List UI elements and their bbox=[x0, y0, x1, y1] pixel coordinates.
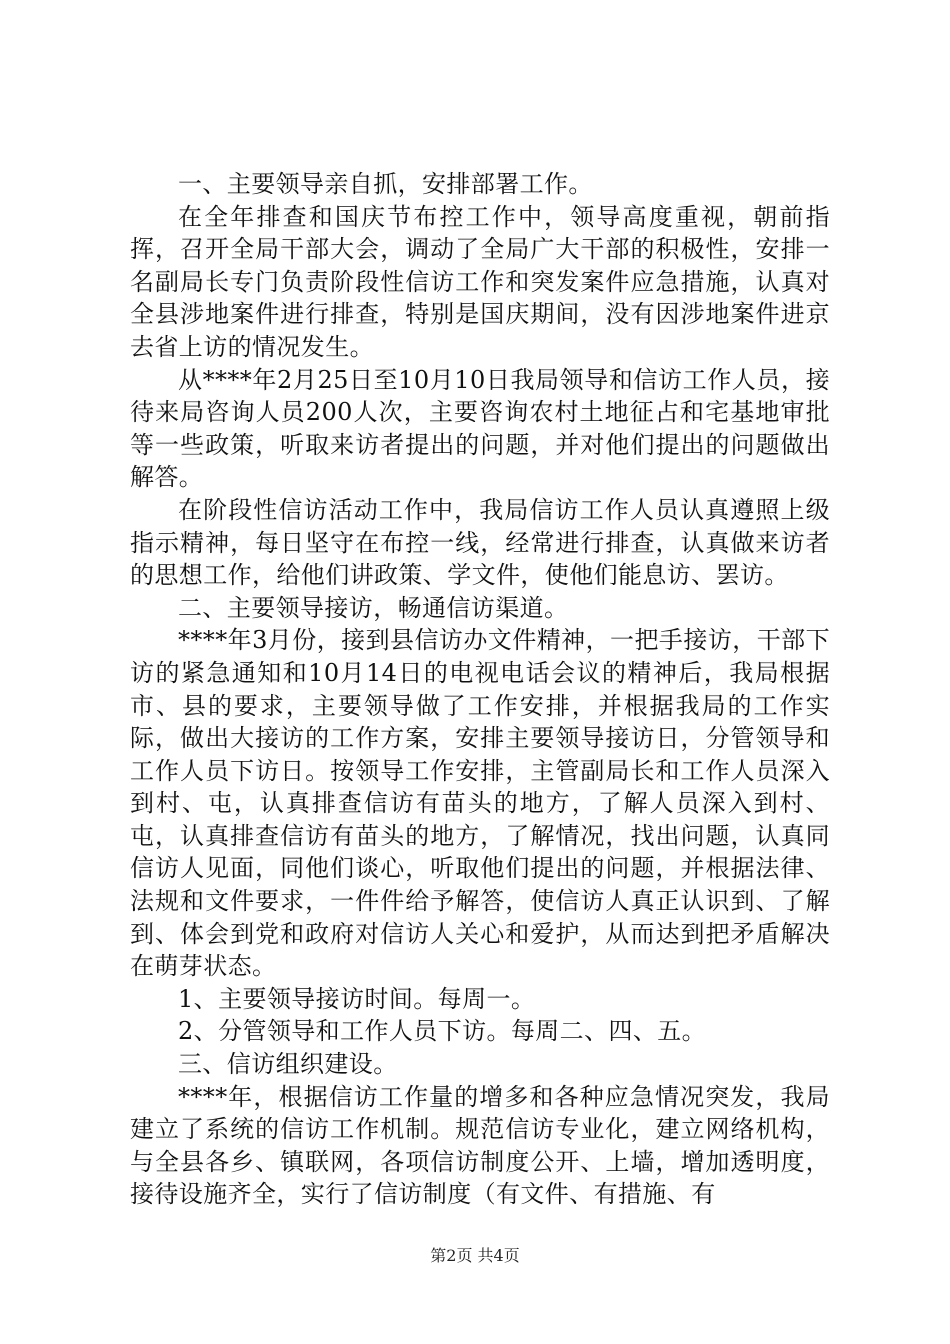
page-footer bbox=[0, 1246, 950, 1266]
paragraph: 在全年排查和国庆节布控工作中，领导高度重视，朝前指挥，召开全局干部大会，调动了全局广大干部的积极性，安排一名副局长专门负责阶段性信访工作和突发案件应急措施，认真对全县涉地案件进行排查，特别是国庆期间，没有因涉地案件进京去省上访的情况发生。 bbox=[130, 202, 830, 361]
list-item: 1、主要领导接访时间。每周一。 bbox=[178, 984, 536, 1013]
list-item: 2、分管领导和工作人员下访。每周二、四、五。 bbox=[178, 1017, 707, 1046]
paragraph: ****年3月份，接到县信访办文件精神，一把手接访，干部下访的紧急通知和10月14日的电视电话会议的精神后，我局根据市、县的要求，主要领导做了工作安排，并根据我局的工作实际，做出大接访的工作方案，安排主要领导接访日，分管领导和工作人员下访日。按领导工作安排，主管副局长和工作人员深入到村、屯，认真排查信访有苗头的地方，了解人员深入到村、屯，认真排查信访有苗头的地方，了解情况，找出问题，认真同信访人见面，同他们谈心，听取他们提出的问题，并根据法律、法规和文件要求，一件件给予解答，使信访人真正认识到、了解到、体会到党和政府对信访人关心和爱护，从而达到把矛盾解决在萌芽状态。 bbox=[130, 626, 830, 981]
page-number: 第2页 共4页 bbox=[430, 1246, 520, 1265]
paragraph: ****年，根据信访工作量的增多和各种应急情况突发，我局建立了系统的信访工作机制。规范信访专业化，建立网络机构，与全县各乡、镇联网，各项信访制度公开、上墙，增加透明度，接待设施齐全，实行了信访制度（有文件、有措施、有 bbox=[130, 1082, 830, 1209]
paragraph: 在阶段性信访活动工作中，我局信访工作人员认真遵照上级指示精神，每日坚守在布控一线，经常进行排查，认真做来访者的思想工作，给他们讲政策、学文件，使他们能息访、罢访。 bbox=[130, 495, 830, 590]
section-heading-2: 二、主要领导接访，畅通信访渠道。 bbox=[178, 593, 569, 622]
document-body bbox=[130, 168, 830, 1211]
paragraph: 从****年2月25日至10月10日我局领导和信访工作人员，接待来局咨询人员200人次，主要咨询农村土地征占和宅基地审批等一些政策，听取来访者提出的问题，并对他们提出的问题做出解答。 bbox=[130, 365, 830, 492]
section-heading-1: 一、主要领导亲自抓，安排部署工作。 bbox=[178, 170, 593, 198]
section-heading-3: 三、信访组织建设。 bbox=[178, 1050, 398, 1079]
